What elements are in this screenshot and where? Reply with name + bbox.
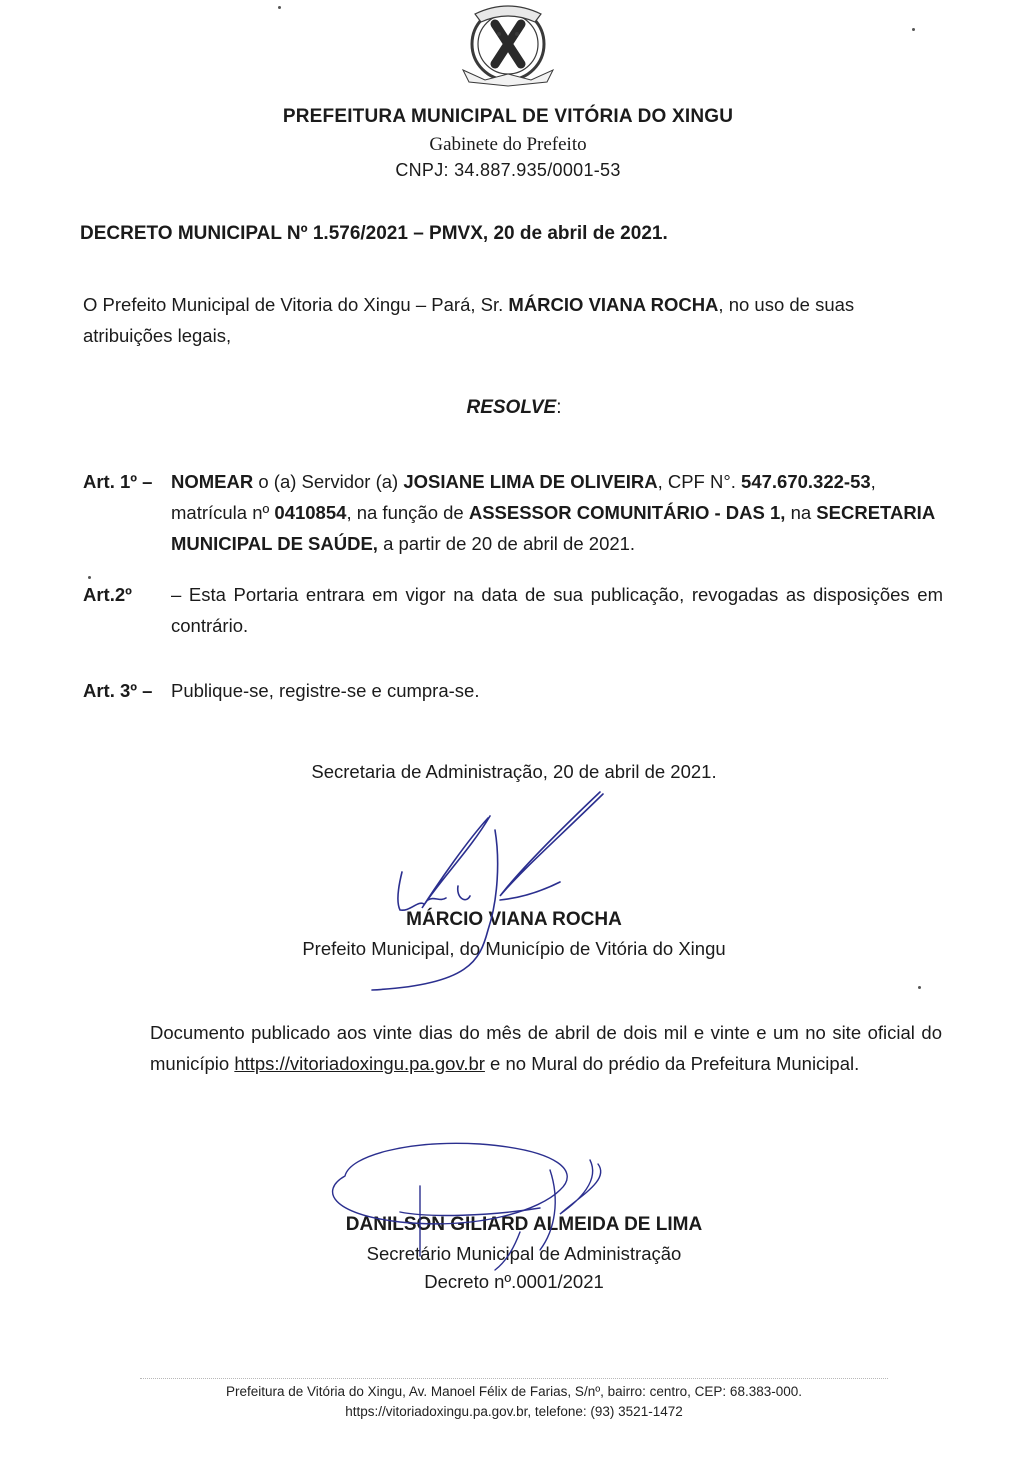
municipality-website-link[interactable]: https://vitoriadoxingu.pa.gov.br	[234, 1053, 485, 1074]
intro-paragraph	[83, 289, 943, 351]
resolve-colon: :	[556, 397, 562, 418]
appointee-cpf: 547.670.322-53	[741, 471, 871, 492]
resolve-label: RESOLVE	[466, 397, 557, 418]
intro-suffix: , no uso de suas atribuições legais,	[83, 294, 855, 346]
publication-note-text: Documento publicado aos vinte dias do mês de abril de dois mil e vinte e um no site oficial do município	[150, 1022, 942, 1074]
municipal-coat-of-arms-icon	[455, 4, 561, 88]
publication-note-text: e no Mural do prédio da Prefeitura Municipal.	[484, 1053, 860, 1074]
intro-prefix: O Prefeito Municipal de Vitoria do Xingu – Pará, Sr.	[83, 294, 509, 315]
article-2	[83, 579, 943, 636]
resolve-heading	[0, 397, 1028, 419]
article-1-text: a partir de 20 de abril de 2021.	[377, 533, 636, 554]
article-2-label: Art.2º	[83, 584, 132, 605]
scan-speck	[918, 986, 921, 989]
article-3	[83, 675, 943, 706]
article-3-body: Publique-se, registre-se e cumpra-se.	[171, 680, 480, 701]
article-1-text: , na função de	[346, 502, 469, 523]
cnpj-line: CNPJ: 34.887.935/0001-53	[395, 160, 621, 180]
footer-address: Prefeitura de Vitória do Xingu, Av. Manoel Félix de Farias, S/nº, bairro: centro, CEP: 68.383-000.	[226, 1384, 802, 1399]
article-1-action: NOMEAR	[171, 471, 254, 492]
appointee-department: SECRETARIA MUNICIPAL DE SAÚDE,	[171, 502, 935, 554]
scan-speck	[912, 28, 915, 31]
article-1-text: , matrícula nº	[171, 471, 876, 523]
secretary-appointment-decree: Decreto nº.0001/2021	[424, 1271, 604, 1292]
secretary-signatory-name: DANILSON GILIARD ALMEIDA DE LIMA	[345, 1214, 703, 1235]
mayor-name: MÁRCIO VIANA ROCHA	[508, 294, 719, 315]
appointee-name: JOSIANE LIMA DE OLIVEIRA	[403, 471, 658, 492]
article-3-label: Art. 3º –	[83, 680, 153, 701]
article-1	[83, 466, 943, 554]
decree-title: DECRETO MUNICIPAL Nº 1.576/2021 – PMVX, 20 de abril de 2021.	[80, 223, 668, 244]
mayor-signatory-name: MÁRCIO VIANA ROCHA	[406, 909, 622, 930]
mayor-signature	[372, 792, 603, 990]
office-subtitle: Gabinete do Prefeito	[429, 134, 587, 155]
scan-speck	[88, 576, 91, 579]
article-1-text: , CPF N°.	[657, 471, 742, 492]
article-1-text: o (a) Servidor (a)	[253, 471, 404, 492]
publication-note	[150, 1017, 942, 1079]
secretary-signatory-role: Secretário Municipal de Administração	[366, 1243, 682, 1264]
appointee-position: ASSESSOR COMUNITÁRIO - DAS 1,	[468, 502, 786, 523]
article-1-text: na	[785, 502, 817, 523]
article-1-body	[171, 466, 943, 559]
scan-speck	[278, 6, 281, 9]
place-and-date: Secretaria de Administração, 20 de abril de 2021.	[311, 761, 717, 782]
institution-title: PREFEITURA MUNICIPAL DE VITÓRIA DO XINGU	[282, 106, 734, 127]
footer-divider	[140, 1378, 888, 1379]
footer-contact: https://vitoriadoxingu.pa.gov.br, telefone: (93) 3521-1472	[345, 1404, 683, 1419]
article-2-body: – Esta Portaria entrara em vigor na data de sua publicação, revogadas as disposições em contrário.	[171, 584, 943, 636]
article-1-label: Art. 1º –	[83, 471, 153, 492]
appointee-registration: 0410854	[274, 502, 347, 523]
mayor-signatory-role: Prefeito Municipal, do Município de Vitória do Xingu	[302, 938, 726, 959]
